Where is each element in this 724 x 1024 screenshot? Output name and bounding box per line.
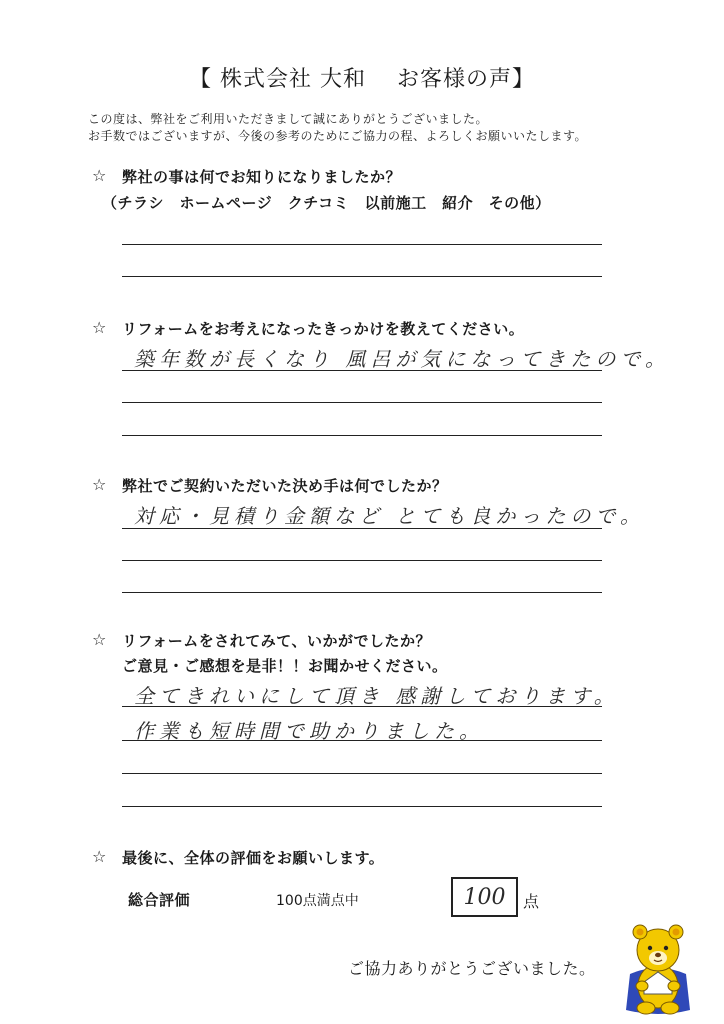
star-icon: ☆ — [92, 318, 107, 337]
intro-line-1: この度は、弊社をご利用いただきまして誠にありがとうございました。 — [88, 112, 489, 126]
page-title: 【 株式会社 大和 お客様の声】 — [189, 67, 535, 92]
handwritten-answer-2: 築年数が長くなり 風呂が気になってきたので。 — [134, 347, 670, 371]
answer-line — [122, 592, 602, 593]
answer-line — [122, 435, 602, 436]
answer-line — [122, 740, 602, 741]
intro-line-2: お手数ではございますが、今後の参考のためにご協力の程、よろしくお願いいたします。 — [88, 129, 588, 143]
bear-mascot-icon — [620, 922, 696, 1018]
question-5: 最後に、全体の評価をお願いします。 — [122, 849, 385, 867]
question-2: リフォームをお考えになったきっかけを教えてください。 — [122, 320, 525, 338]
star-icon: ☆ — [92, 166, 107, 185]
answer-line — [122, 528, 602, 529]
answer-line — [122, 806, 602, 807]
answer-line — [122, 560, 602, 561]
score-value: 100 — [463, 884, 506, 910]
score-box — [451, 877, 518, 917]
scale-label: 100点満点中 — [276, 893, 359, 909]
question-4-sub: ご意見・ご感想を是非！！お聞かせください。 — [122, 657, 448, 675]
overall-rating-label: 総合評価 — [128, 891, 191, 909]
thanks-text: ご協力ありがとうございました。 — [348, 959, 596, 978]
star-icon: ☆ — [92, 847, 107, 866]
star-icon: ☆ — [92, 630, 107, 649]
star-icon: ☆ — [92, 475, 107, 494]
answer-line — [122, 244, 602, 245]
question-3: 弊社でご契約いただいた決め手は何でしたか？ — [122, 477, 448, 495]
handwritten-answer-3: 対応・見積り金額など とても良かったので。 — [134, 504, 645, 528]
score-unit: 点 — [523, 892, 540, 911]
answer-line — [122, 773, 602, 774]
answer-line — [122, 276, 602, 277]
question-4: リフォームをされてみて、いかがでしたか？ — [122, 632, 431, 650]
handwritten-answer-4b: 作業も短時間で助かりました。 — [134, 719, 484, 743]
handwritten-answer-4a: 全てきれいにして頂き 感謝しております。 — [134, 684, 619, 708]
answer-line — [122, 402, 602, 403]
question-1: 弊社の事は何でお知りになりましたか？ — [122, 168, 402, 186]
answer-line — [122, 370, 602, 371]
answer-line — [122, 706, 602, 707]
question-1-options: （チラシ ホームページ クチコミ 以前施工 紹介 その他） — [102, 194, 551, 212]
